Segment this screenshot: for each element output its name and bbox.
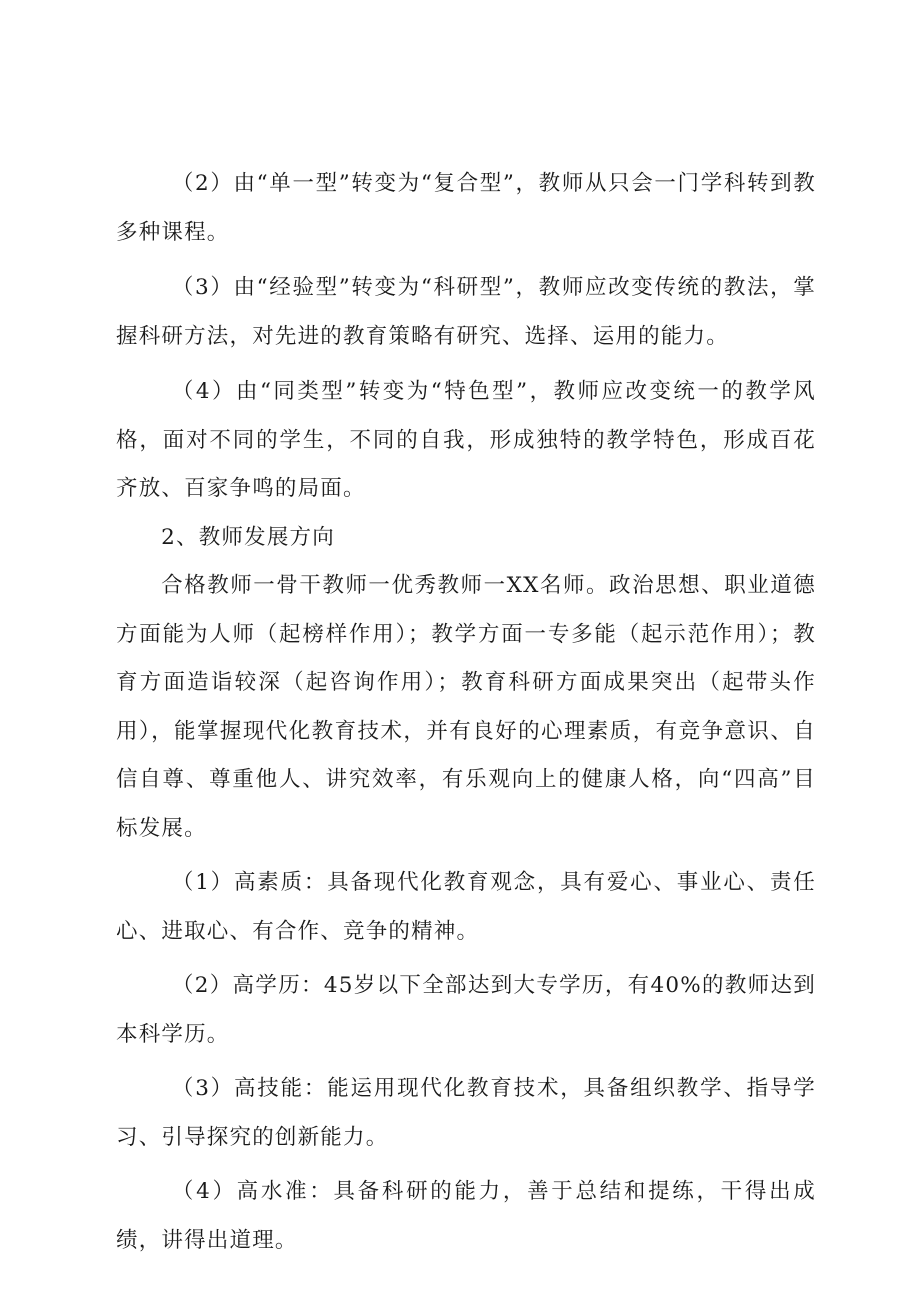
paragraph-high-education: （2）高学历：45岁以下全部达到大专学历，有40%的教师达到本科学历。 — [116, 973, 816, 1047]
paragraph-high-standard: （4）高水准：具备科研的能力，善于总结和提练，干得出成绩，讲得出道理。 — [116, 1179, 816, 1253]
paragraph-transform-distinctive: （4）由“同类型”转变为“特色型”，教师应改变统一的教学风格，面对不同的学生，不同的自我，形成独特的教学特色，形成百花齐放、百家争鸣的局面。 — [116, 379, 816, 501]
paragraph-transform-research: （3）由“经验型”转变为“科研型”，教师应改变传统的教法，掌握科研方法，对先进的教育策略有研究、选择、运用的能力。 — [116, 275, 816, 349]
document-body — [116, 160, 816, 1265]
section-heading-teacher-development: 2、教师发展方向 — [161, 524, 335, 550]
paragraph-high-skill: （3）高技能：能运用现代化教育技术，具备组织教学、指导学习、引导探究的创新能力。 — [116, 1076, 816, 1150]
paragraph-development-path: 合格教师一骨干教师一优秀教师一XX名师。政治思想、职业道德方面能为人师（起榜样作用）；教学方面一专多能（起示范作用）；教育方面造诣较深（起咨询作用）；教育科研方面成果突出（起带头作用），能掌握现代化教育技术，并有良好的心理素质，有竞争意识、自信自尊、尊重他人、讲究效率，有乐观向上的健康人格，向“四高”目标发展。 — [116, 573, 816, 841]
paragraph-transform-composite: （2）由“单一型”转变为“复合型”，教师从只会一门学科转到教多种课程。 — [116, 171, 816, 245]
paragraph-high-quality: （1）高素质：具备现代化教育观念，具有爱心、事业心、责任心、进取心、有合作、竞争的精神。 — [116, 870, 816, 944]
